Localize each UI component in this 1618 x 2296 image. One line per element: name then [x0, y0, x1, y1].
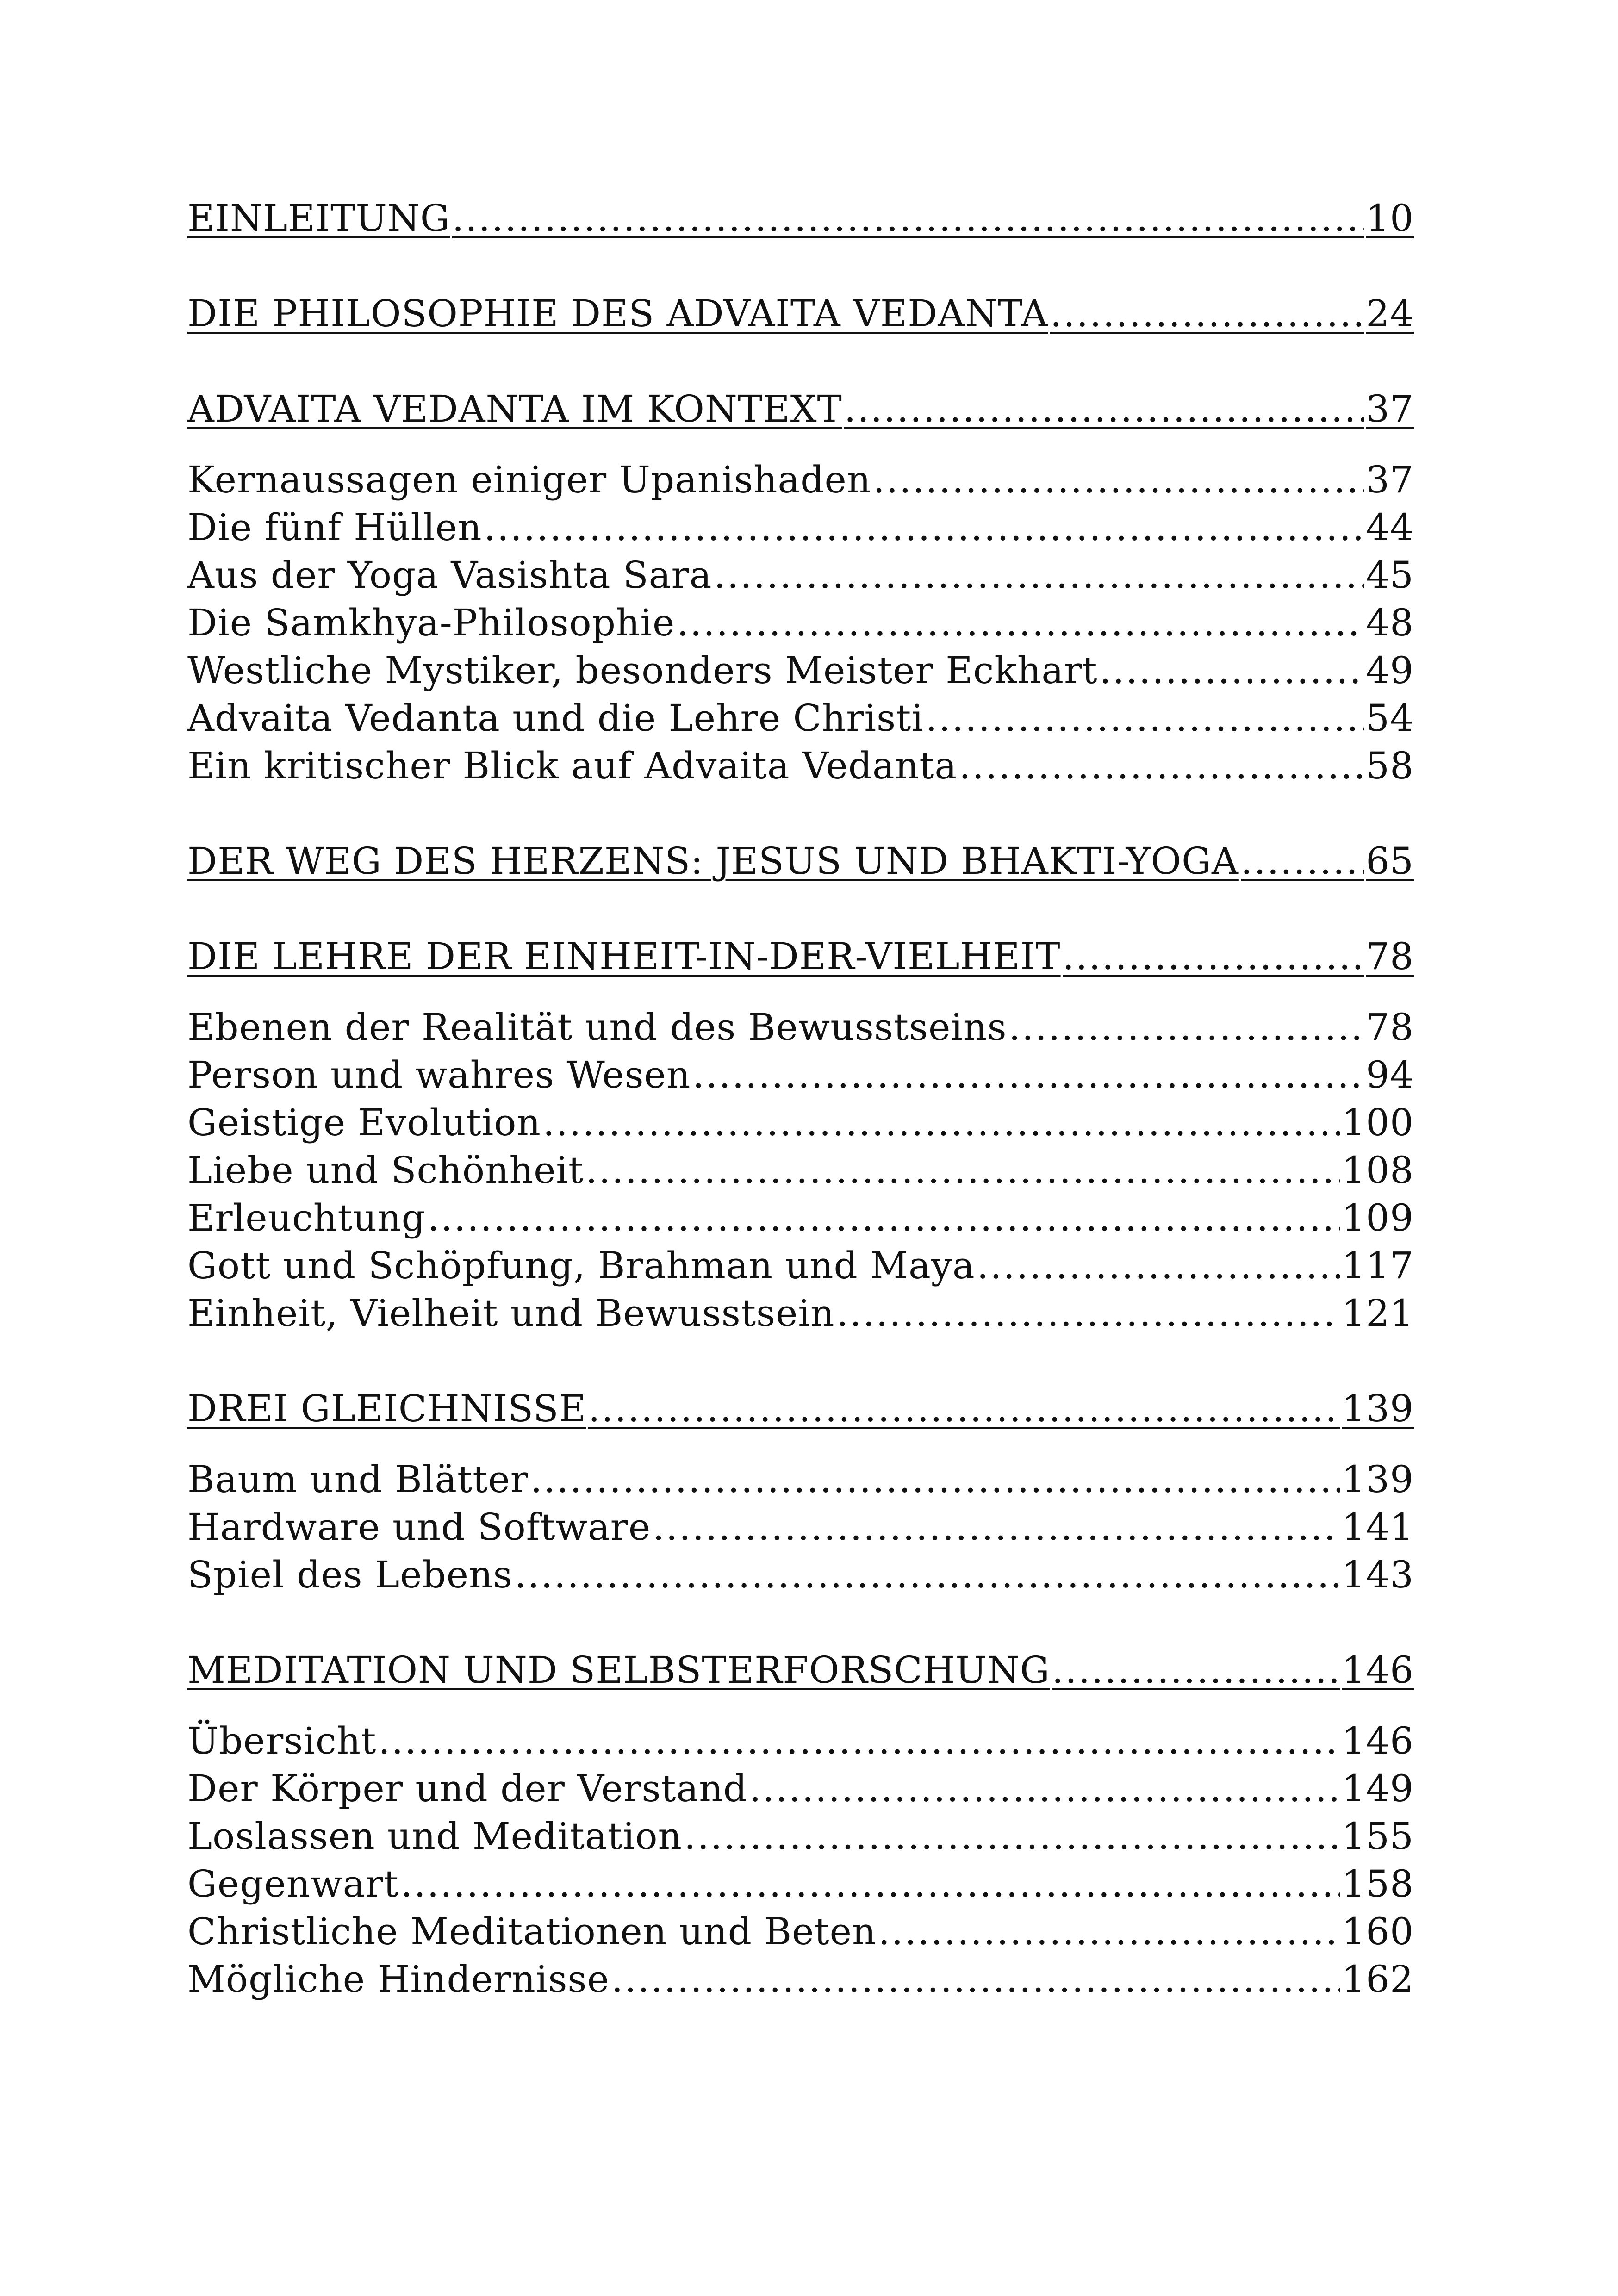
toc-leader	[653, 1503, 1340, 1551]
toc-entry[interactable]	[187, 1908, 1414, 1955]
toc-page-number: 44	[1366, 506, 1414, 549]
toc-entry-title: Hardware und Software	[187, 1506, 651, 1549]
toc-leader	[585, 1146, 1340, 1194]
toc-entry[interactable]	[187, 1289, 1414, 1337]
toc-entry[interactable]	[187, 504, 1414, 551]
spacer	[187, 1432, 1414, 1456]
toc-entry-title: Die fünf Hüllen	[187, 506, 482, 549]
toc-chapter-title: DER WEG DES HERZENS: JESUS UND BHAKTI-YOGA	[187, 840, 1239, 883]
toc-entry[interactable]	[187, 1051, 1414, 1099]
toc-leader	[543, 1099, 1340, 1146]
toc-entry[interactable]	[187, 1003, 1414, 1051]
toc-leader	[1009, 1003, 1364, 1051]
toc-chapter-meditation[interactable]	[187, 1646, 1414, 1694]
toc-page-number: 58	[1366, 744, 1414, 787]
spacer	[187, 1694, 1414, 1717]
toc-page-number: 117	[1342, 1244, 1414, 1287]
toc-leader	[401, 1860, 1340, 1908]
toc-page-number: 143	[1342, 1553, 1414, 1596]
toc-page-number: 158	[1342, 1862, 1414, 1905]
toc-page-number: 146	[1342, 1649, 1414, 1692]
toc-entry-title: Ein kritischer Blick auf Advaita Vedanta	[187, 744, 958, 787]
toc-chapter-weg-des-herzens[interactable]	[187, 837, 1414, 885]
toc-leader	[1241, 837, 1364, 885]
toc-page-number: 48	[1366, 601, 1414, 644]
toc-entry[interactable]	[187, 1717, 1414, 1765]
toc-leader	[749, 1765, 1340, 1812]
toc-page-number: 160	[1342, 1910, 1414, 1953]
spacer	[187, 1599, 1414, 1646]
toc-entry[interactable]	[187, 742, 1414, 790]
toc-entry[interactable]	[187, 1812, 1414, 1860]
toc-entry[interactable]	[187, 1503, 1414, 1551]
toc-leader	[1052, 1646, 1340, 1694]
toc-leader	[588, 1385, 1340, 1432]
toc-entry-title: Geistige Evolution	[187, 1101, 541, 1144]
toc-entry-title: Aus der Yoga Vasishta Sara	[187, 554, 712, 597]
spacer	[187, 337, 1414, 385]
toc-entry-title: Gegenwart	[187, 1862, 399, 1905]
toc-page-number: 100	[1342, 1101, 1414, 1144]
toc-page-number: 162	[1342, 1958, 1414, 2001]
toc-entry-title: Westliche Mystiker, besonders Meister Eckhart	[187, 649, 1098, 692]
toc-leader	[428, 1194, 1340, 1242]
toc-leader	[515, 1551, 1340, 1599]
toc-entry[interactable]	[187, 1765, 1414, 1812]
toc-entry-title: Der Körper und der Verstand	[187, 1767, 747, 1810]
toc-entry-title: Christliche Meditationen und Beten	[187, 1910, 877, 1953]
toc-entry-title: Einheit, Vielheit und Bewusstsein	[187, 1292, 835, 1335]
toc-leader	[611, 1955, 1340, 2003]
toc-entry[interactable]	[187, 1955, 1414, 2003]
toc-chapter-title: DREI GLEICHNISSE	[187, 1387, 587, 1430]
toc-chapter-title: DIE PHILOSOPHIE DES ADVAITA VEDANTA	[187, 292, 1048, 335]
toc-page-number: 141	[1342, 1506, 1414, 1549]
toc-entry-title: Liebe und Schönheit	[187, 1149, 584, 1192]
toc-entry[interactable]	[187, 1146, 1414, 1194]
toc-entry[interactable]	[187, 456, 1414, 504]
toc-entry-title: Mögliche Hindernisse	[187, 1958, 610, 2001]
spacer	[187, 980, 1414, 1003]
toc-leader	[692, 1051, 1364, 1099]
toc-entry[interactable]	[187, 599, 1414, 647]
toc-entry-title: Kernaussagen einiger Upanishaden	[187, 458, 871, 501]
toc-page-number: 108	[1342, 1149, 1414, 1192]
toc-page-number: 10	[1366, 197, 1414, 240]
toc-page-number: 139	[1342, 1387, 1414, 1430]
toc-page-number: 49	[1366, 649, 1414, 692]
toc-entry-title: Gott und Schöpfung, Brahman und Maya	[187, 1244, 975, 1287]
toc-leader	[959, 742, 1364, 790]
toc-leader	[677, 599, 1364, 647]
toc-leader	[684, 1812, 1340, 1860]
toc-page-number: 65	[1366, 840, 1414, 883]
toc-entry-title: Die Samkhya-Philosophie	[187, 601, 675, 644]
toc-leader	[530, 1456, 1340, 1503]
toc-chapter-title: ADVAITA VEDANTA IM KONTEXT	[187, 387, 842, 430]
spacer	[187, 242, 1414, 290]
toc-entry[interactable]	[187, 1242, 1414, 1289]
toc-entry-title: Spiel des Lebens	[187, 1553, 513, 1596]
toc-entry[interactable]	[187, 1194, 1414, 1242]
toc-leader	[714, 551, 1364, 599]
toc-page-number: 155	[1342, 1815, 1414, 1858]
toc-page-number: 45	[1366, 554, 1414, 597]
toc-leader	[484, 504, 1364, 551]
toc-leader	[452, 194, 1364, 242]
toc-leader	[836, 1289, 1340, 1337]
spacer	[187, 433, 1414, 456]
toc-entry[interactable]	[187, 1551, 1414, 1599]
toc-leader	[1099, 647, 1364, 694]
toc-entry-title: Übersicht	[187, 1719, 377, 1762]
toc-entry[interactable]	[187, 647, 1414, 694]
spacer	[187, 1337, 1414, 1385]
table-of-contents	[187, 194, 1414, 2003]
spacer	[187, 790, 1414, 837]
toc-entry[interactable]	[187, 1099, 1414, 1146]
toc-entry-title: Loslassen und Meditation	[187, 1815, 683, 1858]
toc-entry[interactable]	[187, 551, 1414, 599]
toc-entry[interactable]	[187, 1860, 1414, 1908]
toc-chapter-philosophie[interactable]	[187, 290, 1414, 337]
toc-page-number: 109	[1342, 1196, 1414, 1239]
toc-leader	[926, 694, 1364, 742]
toc-leader	[1063, 933, 1364, 980]
toc-page-number: 78	[1366, 1006, 1414, 1049]
toc-entry-title: Ebenen der Realität und des Bewusstseins	[187, 1006, 1007, 1049]
toc-leader	[378, 1717, 1340, 1765]
toc-leader	[844, 385, 1364, 433]
toc-page-number: 78	[1366, 935, 1414, 978]
toc-entry[interactable]	[187, 1456, 1414, 1503]
toc-page-number: 37	[1366, 458, 1414, 501]
toc-entry-title: Advaita Vedanta und die Lehre Christi	[187, 697, 924, 740]
toc-chapter-kontext[interactable]	[187, 385, 1414, 433]
toc-chapter-einheit-in-der-vielheit[interactable]	[187, 933, 1414, 980]
toc-leader	[873, 456, 1364, 504]
toc-page-number: 94	[1366, 1053, 1414, 1096]
toc-entry-title: Person und wahres Wesen	[187, 1053, 691, 1096]
toc-chapter-title: MEDITATION UND SELBSTERFORSCHUNG	[187, 1649, 1050, 1692]
toc-chapter-title: EINLEITUNG	[187, 197, 450, 240]
toc-leader	[1050, 290, 1364, 337]
toc-entry-title: Baum und Blätter	[187, 1458, 529, 1501]
toc-chapter-title: DIE LEHRE DER EINHEIT-IN-DER-VIELHEIT	[187, 935, 1061, 978]
toc-page-number: 24	[1366, 292, 1414, 335]
toc-page-number: 139	[1342, 1458, 1414, 1501]
toc-page-number: 149	[1342, 1767, 1414, 1810]
toc-entry-title: Erleuchtung	[187, 1196, 426, 1239]
spacer	[187, 885, 1414, 933]
toc-chapter-drei-gleichnisse[interactable]	[187, 1385, 1414, 1432]
toc-page-number: 121	[1342, 1292, 1414, 1335]
toc-page-number: 54	[1366, 697, 1414, 740]
toc-page-number: 37	[1366, 387, 1414, 430]
toc-leader	[878, 1908, 1340, 1955]
toc-chapter-einleitung[interactable]	[187, 194, 1414, 242]
toc-entry[interactable]	[187, 694, 1414, 742]
toc-page-number: 146	[1342, 1719, 1414, 1762]
toc-leader	[977, 1242, 1340, 1289]
